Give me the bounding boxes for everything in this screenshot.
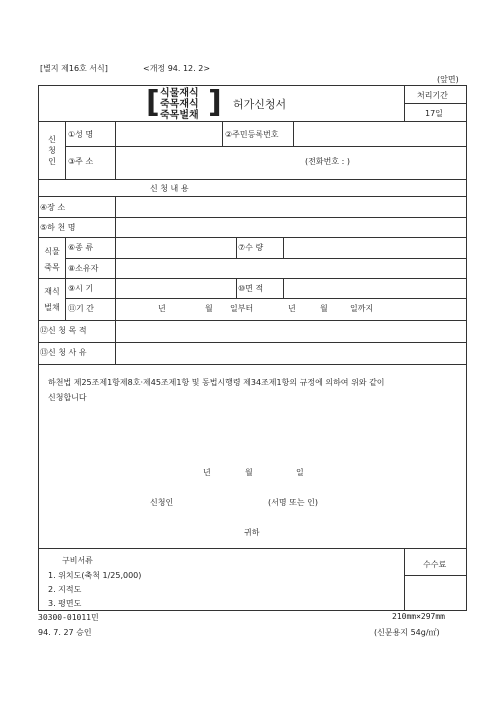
title-item-2: 죽목재식 xyxy=(160,99,199,110)
date-day: 일 xyxy=(296,468,304,477)
phone-label: (전화번호 : ) xyxy=(305,157,350,166)
line-documents-top xyxy=(38,548,466,549)
processing-value: 17일 xyxy=(425,109,443,118)
purpose-label: ⑫신 청 목 적 xyxy=(40,326,87,335)
id-divider xyxy=(222,121,223,146)
signature-applicant: 신청인 xyxy=(150,498,174,507)
quantity-label: ⑦수 량 xyxy=(238,243,264,252)
line-river xyxy=(38,237,466,238)
period-from: 일부터 xyxy=(230,304,254,313)
area-divider xyxy=(236,278,237,298)
line-reason xyxy=(38,364,466,365)
line-kind xyxy=(65,258,466,259)
recipient: 귀하 xyxy=(244,528,260,537)
fee-label: 수수료 xyxy=(423,560,447,569)
footer-approval: 94. 7. 27 승인 xyxy=(38,628,92,637)
plant-section-label: 식물 죽목 xyxy=(44,247,60,272)
footer-size: 210mm×297mm xyxy=(392,612,445,621)
line-owner xyxy=(38,278,466,279)
document-item-3: 3. 평면도 xyxy=(48,599,82,608)
processing-label: 처리기간 xyxy=(417,91,448,100)
line-content-header xyxy=(38,196,466,197)
fee-box-divider xyxy=(404,548,405,610)
label-column-divider xyxy=(115,196,116,364)
period-year-2: 년 xyxy=(288,304,296,313)
frame-right xyxy=(466,85,467,611)
name-value-divider xyxy=(115,121,116,179)
footer-code: 30300-01011민 xyxy=(38,613,99,622)
date-month: 월 xyxy=(245,468,253,477)
document-item-2: 2. 지적도 xyxy=(48,585,82,594)
line-purpose xyxy=(38,342,466,343)
place-label: ④장 소 xyxy=(40,203,66,212)
documents-title: 구비서류 xyxy=(62,556,93,565)
area-label: ⑩면 적 xyxy=(238,284,264,293)
frame-bottom xyxy=(38,610,466,611)
line-applicant-bottom xyxy=(38,179,466,180)
title-bracket-items xyxy=(160,88,208,121)
owner-label: ⑧소유자 xyxy=(68,264,99,273)
frame-left xyxy=(38,85,39,611)
quantity-divider xyxy=(236,237,237,258)
timing-label: ⑨시 기 xyxy=(68,284,94,293)
river-label: ⑤하 천 명 xyxy=(40,223,76,232)
processing-mid-line xyxy=(404,103,466,104)
planting-section-divider xyxy=(65,278,66,320)
line-timing xyxy=(65,298,466,299)
statement-line-2: 신청합니다 xyxy=(48,393,87,402)
period-month-1: 월 xyxy=(205,304,213,313)
front-label: (앞면) xyxy=(437,75,459,84)
period-month-2: 월 xyxy=(320,304,328,313)
footer-paper: (신문용지 54g/㎡) xyxy=(374,628,440,637)
period-until: 일까지 xyxy=(350,304,374,313)
id-number-label: ②주민등록번호 xyxy=(225,130,279,139)
line-title-bottom xyxy=(38,121,466,122)
title-item-1: 식물재식 xyxy=(160,88,199,99)
quantity-value-divider xyxy=(283,237,284,258)
line-period xyxy=(38,320,466,321)
name-label: ①성 명 xyxy=(68,130,94,139)
page-title: 허가신청서 xyxy=(233,98,287,111)
frame-top xyxy=(38,85,466,86)
period-year-1: 년 xyxy=(158,304,166,313)
form-number: [별지 제16호 서식] xyxy=(40,64,108,73)
planting-section-label: 재식 벌채 xyxy=(44,287,60,312)
title-bracket-left: [ xyxy=(146,85,160,120)
applicant-section-label: 신청인 xyxy=(48,135,56,166)
line-applicant-mid xyxy=(65,146,466,147)
title-bracket-right: ] xyxy=(208,85,222,120)
applicant-section-divider xyxy=(65,121,66,179)
document-item-1: 1. 위치도(축척 1/25,000) xyxy=(48,571,142,580)
reason-label: ⑬신 청 사 유 xyxy=(40,348,87,357)
kind-label: ⑥종 류 xyxy=(68,243,94,252)
revision-note: <개정 94. 12. 2> xyxy=(143,64,211,73)
area-value-divider xyxy=(283,278,284,298)
title-item-3: 죽목벌채 xyxy=(160,110,199,121)
fee-box-line xyxy=(404,575,466,576)
address-label: ③주 소 xyxy=(68,157,94,166)
content-header: 신 청 내 용 xyxy=(150,184,189,193)
line-place xyxy=(38,217,466,218)
statement-line-1: 하천법 제25조제1항제8호·제45조제1항 및 동법시행령 제34조제1항의 규정에 의하여 위와 같이 xyxy=(48,378,385,387)
signature-sign: (서명 또는 인) xyxy=(268,498,318,507)
period-label: ⑪기 간 xyxy=(68,304,94,313)
date-year: 년 xyxy=(203,468,211,477)
id-value-divider xyxy=(293,121,294,146)
